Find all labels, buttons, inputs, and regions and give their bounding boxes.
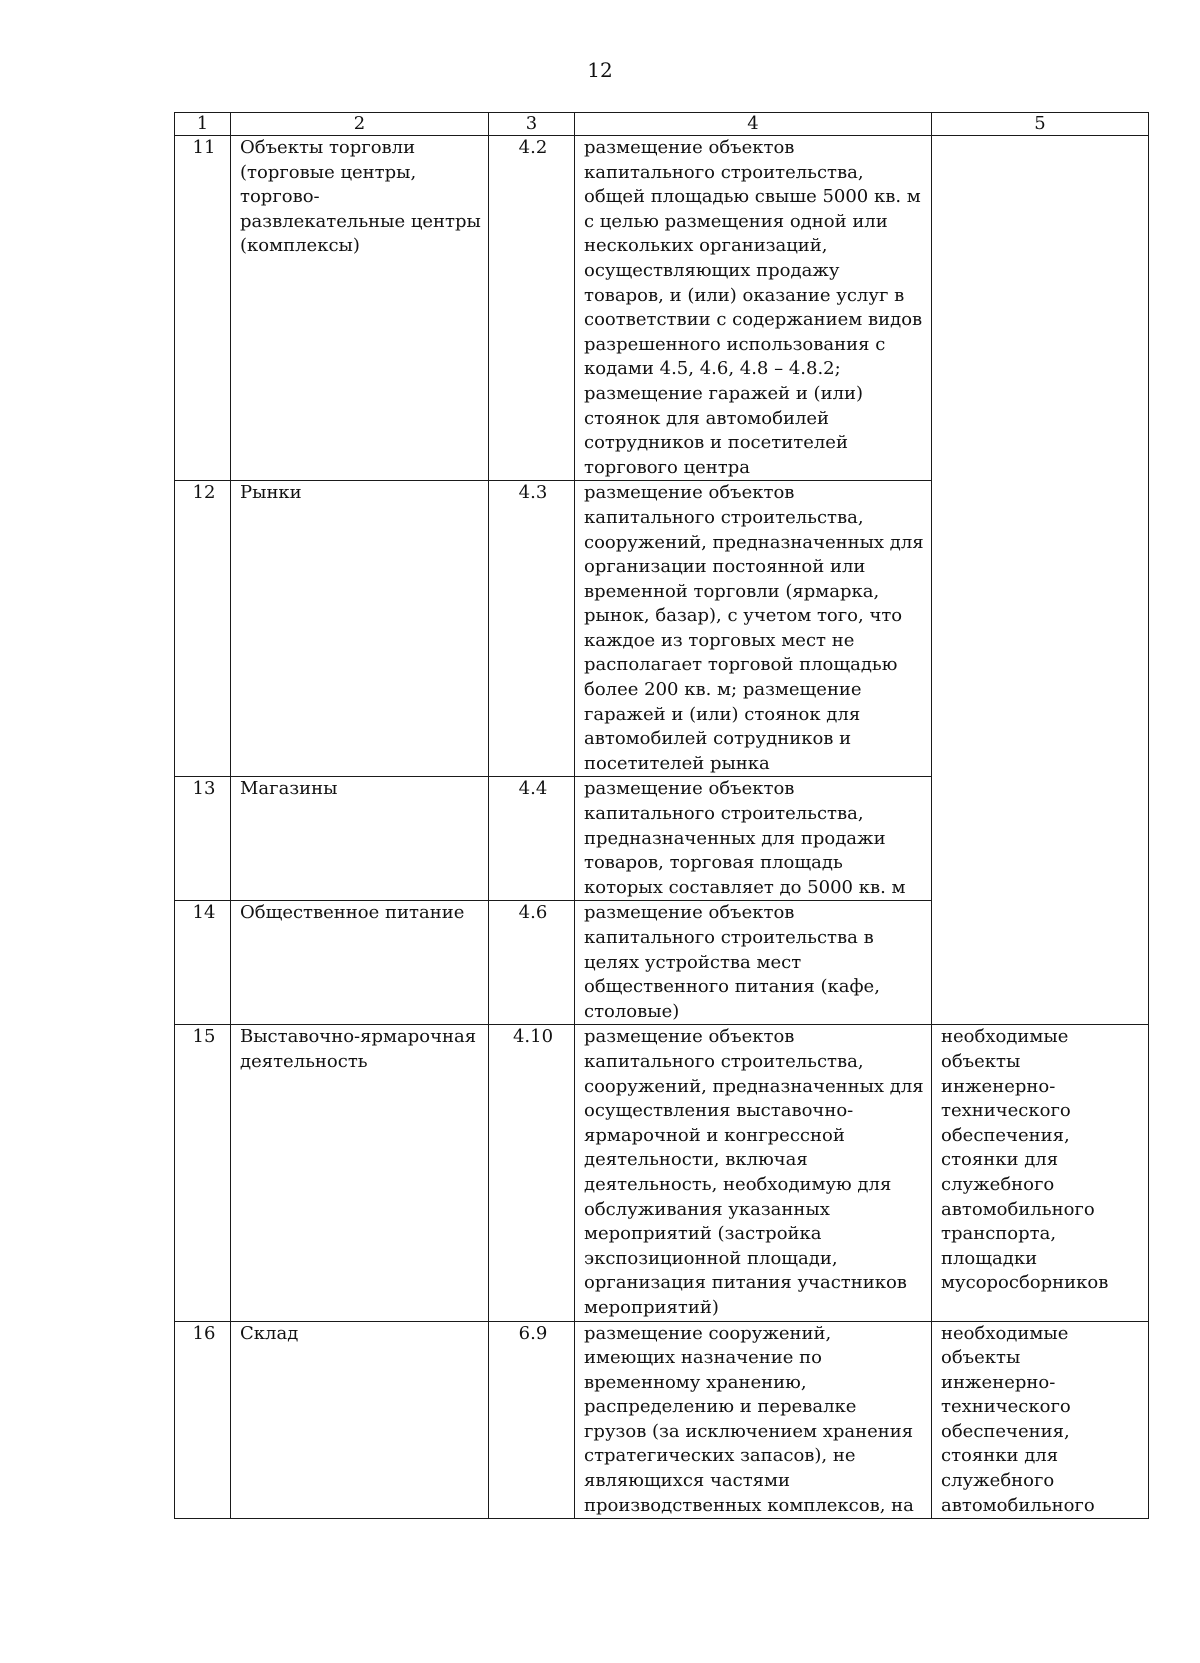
- column-header-4: 4: [575, 113, 932, 136]
- use-name: Объекты торговли (торговые центры, торгово- развлекательные центры (комплексы): [231, 136, 489, 481]
- auxiliary-uses-cell-empty: [932, 136, 1149, 1025]
- use-description: размещение объектов капитального строительства, сооружений, предназначенных для организации постоянной или временной торговли (ярмарка, рынок, базар), с учетом того, что каждое из торговых мест не располагает торговой площадью более 200 кв. м; размещение гаражей и (или) стоянок для автомобилей сотрудников и посетителей рынка: [575, 481, 932, 777]
- use-name: Склад: [231, 1321, 489, 1519]
- auxiliary-uses: необходимые объекты инженерно- технического обеспечения, стоянки для служебного автомобильного: [932, 1321, 1149, 1519]
- auxiliary-uses: необходимые объекты инженерно- технического обеспечения, стоянки для служебного автомобильного транспорта, площадки мусоросборников: [932, 1025, 1149, 1321]
- table-header: [175, 113, 1149, 136]
- use-name: Выставочно-ярмарочная деятельность: [231, 1025, 489, 1321]
- column-header-2: 2: [231, 113, 489, 136]
- use-code: 4.2: [489, 136, 575, 481]
- use-name: Общественное питание: [231, 901, 489, 1025]
- table-row: [175, 1321, 1149, 1519]
- column-header-1: 1: [175, 113, 231, 136]
- row-number: 12: [175, 481, 231, 777]
- use-code: 4.3: [489, 481, 575, 777]
- use-name: Магазины: [231, 777, 489, 901]
- header-row: [175, 113, 1149, 136]
- use-code: 4.10: [489, 1025, 575, 1321]
- row-number: 14: [175, 901, 231, 1025]
- page-number: 12: [587, 58, 613, 82]
- use-code: 6.9: [489, 1321, 575, 1519]
- row-number: 15: [175, 1025, 231, 1321]
- use-description: размещение объектов капитального строительства, предназначенных для продажи товаров, торговая площадь которых составляет до 5000 кв. м: [575, 777, 932, 901]
- row-number: 16: [175, 1321, 231, 1519]
- use-code: 4.6: [489, 901, 575, 1025]
- use-description: размещение сооружений, имеющих назначение по временному хранению, распределению и перевалке грузов (за исключением хранения стратегических запасов), не являющихся частями производственных комплексов, на: [575, 1321, 932, 1519]
- table-body: [175, 136, 1149, 1519]
- use-description: размещение объектов капитального строительства, общей площадью свыше 5000 кв. м с целью размещения одной или нескольких организаций, осуществляющих продажу товаров, и (или) оказание услуг в соответствии с содержанием видов разрешенного использования с кодами 4.5, 4.6, 4.8 – 4.8.2; размещение гаражей и (или) стоянок для автомобилей сотрудников и посетителей торгового центра: [575, 136, 932, 481]
- row-number: 11: [175, 136, 231, 481]
- use-description: размещение объектов капитального строительства, сооружений, предназначенных для осуществления выставочно- ярмарочной и конгрессной деятельности, включая деятельность, необходимую для обслуживания указанных мероприятий (застройка экспозиционной площади, организация питания участников мероприятий): [575, 1025, 932, 1321]
- row-number: 13: [175, 777, 231, 901]
- use-code: 4.4: [489, 777, 575, 901]
- table-row: [175, 136, 1149, 481]
- use-name: Рынки: [231, 481, 489, 777]
- column-header-5: 5: [932, 113, 1149, 136]
- table-row: [175, 1025, 1149, 1321]
- permitted-use-table: [174, 112, 1149, 1519]
- column-header-3: 3: [489, 113, 575, 136]
- use-description: размещение объектов капитального строительства в целях устройства мест общественного питания (кафе, столовые): [575, 901, 932, 1025]
